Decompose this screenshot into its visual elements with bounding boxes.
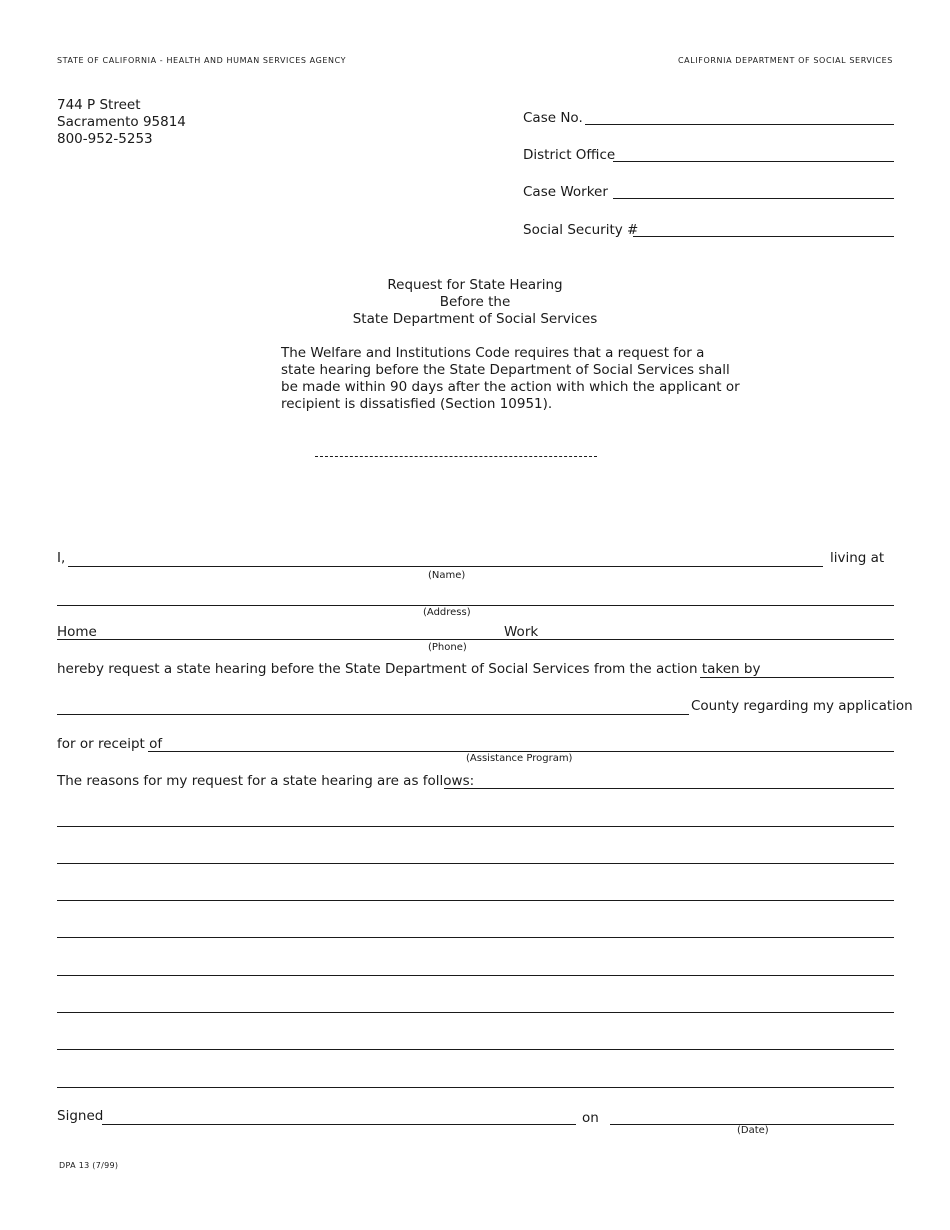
assistance-program-field[interactable] [148, 734, 894, 752]
home-label: Home [57, 624, 97, 640]
action-taken-by-field[interactable] [700, 660, 894, 678]
ssn-underline [633, 236, 894, 237]
address-underline [57, 605, 894, 606]
name-underline [68, 566, 823, 567]
reasons-underline [57, 1087, 894, 1088]
case-worker-underline [613, 198, 894, 199]
county-text: County regarding my application [691, 698, 913, 714]
intro-line-3: be made within 90 days after the action with which the applicant or [281, 379, 740, 395]
address-caption: (Address) [423, 607, 471, 618]
case-no-underline [585, 124, 894, 125]
signature-field[interactable] [102, 1107, 576, 1125]
title-line-2: Before the [439, 294, 511, 310]
program-caption: (Assistance Program) [466, 753, 573, 764]
reasons-underline [57, 937, 894, 938]
home-phone-field[interactable] [98, 622, 502, 640]
county-field[interactable] [57, 697, 689, 715]
intro-line-2: state hearing before the State Department of Social Services shall [281, 362, 730, 378]
case-no-field[interactable] [585, 107, 894, 125]
phone-underline [57, 639, 894, 640]
district-office-field[interactable] [613, 144, 894, 162]
reasons-field-line-2[interactable] [57, 809, 894, 827]
case-no-label: Case No. [523, 110, 583, 126]
signed-label: Signed [57, 1108, 104, 1124]
reasons-field-line-9[interactable] [57, 1070, 894, 1088]
reasons-underline [57, 975, 894, 976]
address-city: Sacramento 95814 [57, 114, 186, 130]
address-field[interactable] [57, 588, 894, 606]
request-text: hereby request a state hearing before the State Department of Social Services from the action taken by [57, 661, 761, 677]
reasons-field-line-3[interactable] [57, 846, 894, 864]
section-divider [315, 456, 597, 457]
reasons-underline [57, 900, 894, 901]
reasons-underline [57, 1049, 894, 1050]
reasons-field-line-5[interactable] [57, 920, 894, 938]
intro-line-4: recipient is dissatisfied (Section 10951). [281, 396, 553, 412]
i-label: I, [57, 550, 66, 566]
reasons-field-line-4[interactable] [57, 883, 894, 901]
work-phone-field[interactable] [540, 622, 894, 640]
title-line-1: Request for State Hearing [387, 277, 563, 293]
date-caption: (Date) [737, 1125, 769, 1136]
form-id: DPA 13 (7/99) [59, 1161, 119, 1170]
name-caption: (Name) [428, 570, 466, 581]
reasons-underline [57, 863, 894, 864]
living-at-label: living at [830, 550, 885, 566]
phone-caption: (Phone) [428, 642, 467, 653]
district-office-underline [613, 161, 894, 162]
agency-header: STATE OF CALIFORNIA - HEALTH AND HUMAN SERVICES AGENCY [57, 56, 347, 65]
case-worker-field[interactable] [613, 181, 894, 199]
reasons-field-line-6[interactable] [57, 958, 894, 976]
signature-underline [102, 1124, 576, 1125]
work-label: Work [504, 624, 539, 640]
ssn-label: Social Security # [523, 222, 639, 238]
reasons-underline [57, 1012, 894, 1013]
action-taken-by-underline [700, 677, 894, 678]
name-field[interactable] [68, 549, 823, 567]
district-office-label: District Office [523, 147, 616, 163]
address-street: 744 P Street [57, 97, 141, 113]
reasons-label: The reasons for my request for a state hearing are as follows: [57, 773, 475, 789]
on-label: on [582, 1110, 599, 1126]
ssn-field[interactable] [633, 219, 894, 237]
reasons-field-line-7[interactable] [57, 995, 894, 1013]
department-header: CALIFORNIA DEPARTMENT OF SOCIAL SERVICES [678, 56, 893, 65]
address-phone: 800-952-5253 [57, 131, 153, 147]
date-field[interactable] [610, 1107, 894, 1125]
reasons-field-line-1[interactable] [444, 771, 894, 789]
case-worker-label: Case Worker [523, 184, 608, 200]
reasons-underline [57, 826, 894, 827]
reasons-field-line-8[interactable] [57, 1032, 894, 1050]
reasons-underline [444, 788, 894, 789]
assistance-program-underline [148, 751, 894, 752]
title-line-3: State Department of Social Services [352, 311, 598, 327]
receipt-label: for or receipt of [57, 736, 163, 752]
intro-line-1: The Welfare and Institutions Code requires that a request for a [281, 345, 705, 361]
county-underline [57, 714, 689, 715]
